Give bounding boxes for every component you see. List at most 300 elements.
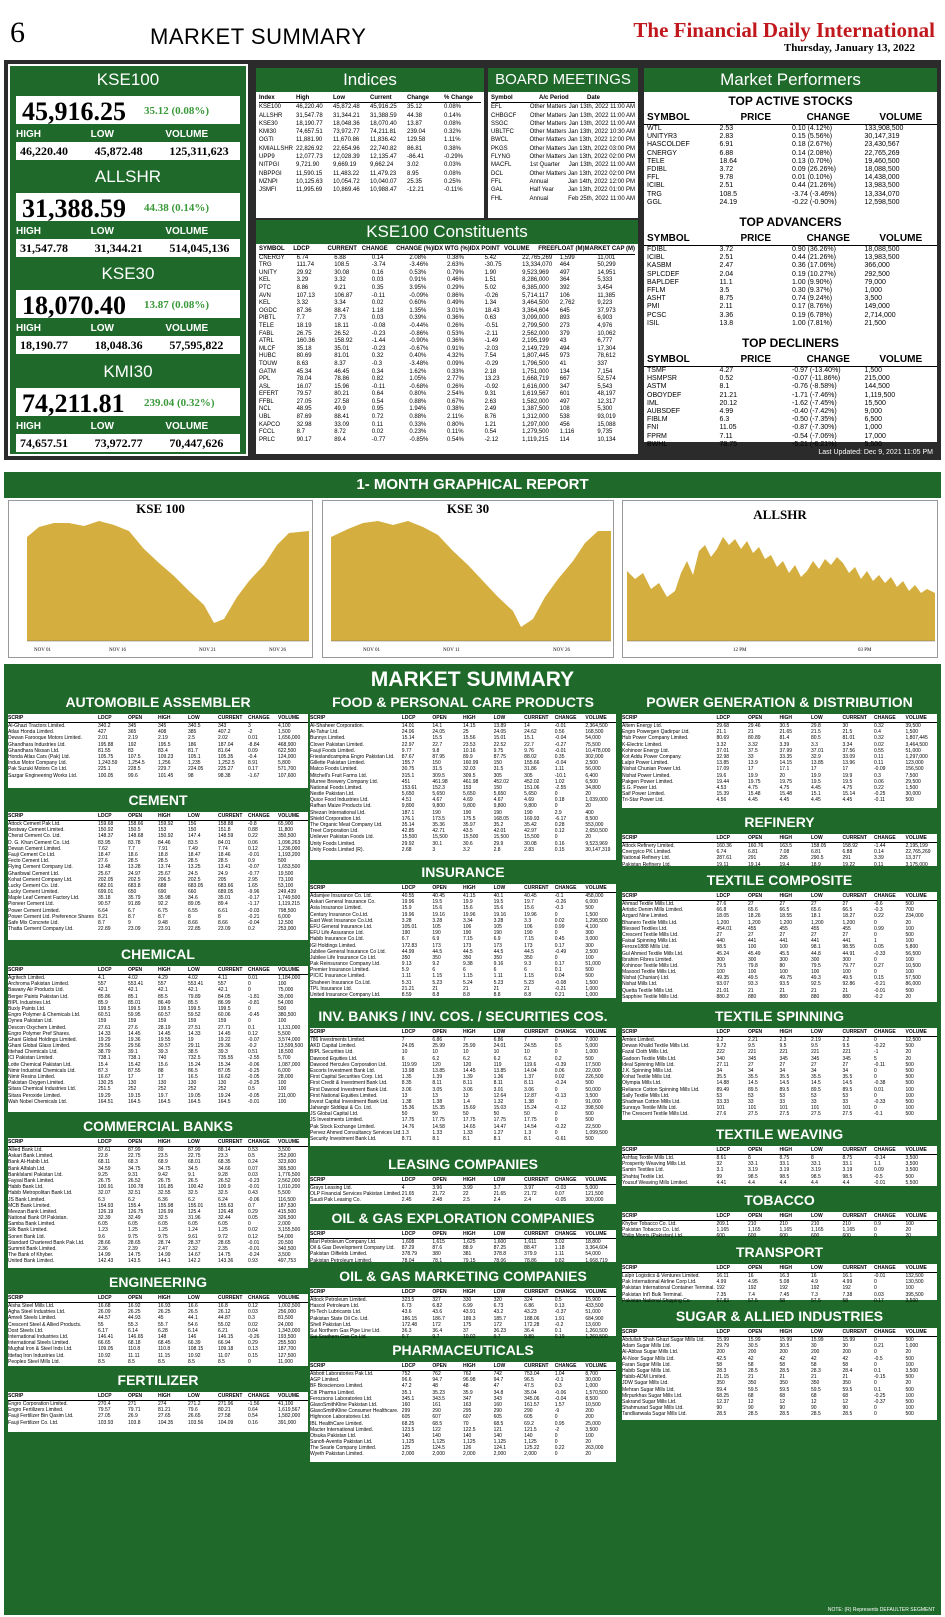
table-cell: Thatta Cement Company Ltd. — [8, 926, 74, 933]
table-cell: 0.86% — [446, 292, 464, 299]
table-cell: 29.9 — [493, 840, 504, 847]
table-cell: -0.01 — [554, 723, 567, 729]
table-cell: 880 — [842, 993, 851, 1000]
table-cell: 30.1 — [432, 840, 443, 847]
column-header: SCRIP — [310, 1029, 326, 1035]
table-cell: 2,195,199 — [905, 843, 928, 849]
table-cell: 15.99 — [811, 1337, 824, 1343]
table-cell: 21 — [524, 985, 530, 992]
table-cell: 13.96 — [842, 760, 856, 767]
table-cell: 6.88 — [842, 849, 853, 856]
table-cell: 164.5 — [188, 1098, 201, 1105]
table-cell: 46.45 — [334, 368, 350, 375]
section-title: INV. BANKS / INV. COS. / SECURITIES COS. — [318, 1008, 608, 1024]
table-cell: 0.16 — [248, 1419, 258, 1426]
column-header: LOW — [188, 1139, 200, 1145]
table-cell: ASL — [259, 383, 271, 390]
table-cell: 173 — [462, 942, 472, 949]
column-header: LOW — [493, 1231, 506, 1237]
table-cell: -1.17 — [248, 901, 260, 908]
table-cell: 14.1 — [432, 723, 443, 729]
table-cell: 163.5 — [779, 843, 793, 849]
table-cell: 295 — [779, 855, 788, 862]
table-cell: 0 — [874, 956, 877, 963]
column-header: HIGH — [779, 1029, 792, 1035]
table-cell: 31.5 — [493, 766, 504, 773]
table-cell: 15.34 — [218, 1061, 231, 1068]
table-cell: 0.01 — [248, 735, 258, 742]
table-cell: Engro Corporation Limited. — [8, 1401, 68, 1407]
table-cell: PPL — [259, 376, 271, 383]
table-row — [259, 323, 635, 331]
table-cell: Ideal Spinning Mills Ltd. — [622, 1061, 675, 1068]
table-cell: 68.5 — [493, 1420, 504, 1427]
table-cell: 1.25 — [158, 1227, 168, 1234]
table-row — [259, 112, 481, 120]
table-cell: 40.1 — [493, 893, 504, 899]
table-cell: BAPLDEF — [647, 278, 679, 286]
table-cell: -0.07 (-11.86%) — [792, 375, 841, 383]
index-value-box — [16, 193, 240, 221]
table-cell: Jan 13th, 2022 02:00 PM — [567, 154, 635, 161]
table-cell: Reliance Cotton Spinning Mills Ltd. — [622, 1086, 700, 1093]
table-cell: 500 — [585, 1117, 594, 1124]
table-cell: 186.7 — [432, 1315, 445, 1322]
table-cell: 186.15 — [401, 1315, 418, 1322]
table-cell: Bank Alfalah Ltd. — [8, 1165, 46, 1172]
table-cell: 10,500 — [585, 1401, 601, 1408]
table-cell: 252 — [218, 1086, 227, 1093]
table-cell: AVN — [259, 292, 271, 299]
table-cell: 44.38 — [407, 112, 423, 119]
table-cell: 18.1 — [811, 913, 821, 920]
table-cell: -0.04 — [554, 760, 567, 767]
table-cell: 98.5 — [779, 1173, 790, 1180]
column-header: HIGH — [462, 715, 476, 721]
table-cell: 557 — [98, 981, 107, 988]
column-header: CURRENT — [524, 1177, 549, 1183]
label-high: HIGH — [16, 226, 41, 237]
table-cell: Jan 13th, 2022 02:00 PM — [567, 170, 635, 177]
table-cell: 0.33% — [409, 421, 427, 428]
table-cell: ICI Pakistan Limited. — [8, 1055, 54, 1062]
table-cell: 7.54 — [484, 353, 497, 360]
table-cell: 66.39 — [188, 1340, 201, 1347]
table-cell: 79.57 — [98, 1407, 111, 1414]
table-cell: 2,000 — [493, 1451, 507, 1458]
table-cell: 2.08% — [409, 254, 427, 261]
table-cell: 33 — [748, 1098, 754, 1105]
column-header: CURRENT — [327, 246, 357, 252]
table-cell: 81.21 — [158, 1407, 171, 1414]
table-cell: 343.5 — [432, 1395, 445, 1402]
table-cell: 0 — [874, 969, 877, 976]
table-cell: 350,500 — [278, 833, 297, 840]
table-cell: 2.5 — [462, 1197, 470, 1204]
table-cell: 0.54 — [371, 398, 384, 405]
table-cell: -0.07 — [248, 864, 260, 871]
table-cell: MACFL — [491, 162, 512, 169]
table-cell: 1,000 — [864, 424, 883, 432]
table-cell: 2,762 — [559, 300, 575, 307]
table-cell: 1.3 — [401, 1129, 409, 1136]
table-cell: 107.13 — [296, 292, 315, 299]
column-header: HIGH — [158, 1139, 171, 1145]
table-cell: 2,000 — [278, 1221, 291, 1228]
table-cell: 30 — [842, 723, 849, 729]
table-cell: 3.34 — [462, 917, 473, 924]
table-cell: 89.5 — [811, 1086, 821, 1093]
table-cell: Unilever Pakistan Foods Ltd. — [310, 834, 374, 841]
table-cell: 42.1 — [98, 987, 108, 994]
table-cell: Tandlianwala Sugar Mills Ltd. — [622, 1411, 687, 1418]
table-cell: 798,500 — [278, 907, 297, 914]
table-cell: 21.65 — [401, 1191, 415, 1198]
table-cell: 68.18 — [128, 1340, 141, 1347]
table-cell: 786 Investments Limited. — [310, 1037, 366, 1043]
table-row — [491, 128, 635, 136]
table-cell: 15.42 — [128, 1061, 141, 1068]
table-cell: 164.5 — [218, 1098, 231, 1105]
column-header: LOW — [811, 893, 823, 899]
column-header: CHANGE (%) — [396, 246, 434, 252]
table-cell: 18,500 — [278, 1049, 294, 1056]
table-cell: -0.01 — [874, 987, 886, 994]
table-cell: 8.66 — [218, 920, 228, 926]
table-cell: 0 — [554, 803, 558, 810]
table-cell: 1,243.59 — [98, 760, 118, 767]
table-cell: 87.29 — [401, 1245, 415, 1252]
table-cell: 22.8 — [98, 1153, 108, 1160]
table-cell: 20 — [585, 1451, 591, 1458]
table-cell: FDIBL — [647, 246, 667, 254]
column-header: SCRIP — [310, 1289, 326, 1295]
table-cell: 28.65 — [218, 1239, 231, 1246]
table-header — [310, 1288, 616, 1297]
column-header: LDCP — [98, 967, 112, 973]
table-cell: 0.1 — [248, 1024, 255, 1031]
table-cell: The Searle Company Limited. — [310, 1445, 377, 1452]
table-cell: 116,500 — [278, 1196, 296, 1203]
table-cell: TELE — [647, 157, 665, 165]
table-cell: 2,000 — [401, 1451, 415, 1458]
table-cell: 7.38 — [842, 1291, 853, 1298]
table-cell: 0.14% — [444, 112, 462, 119]
table-cell: 124.1 — [493, 1445, 507, 1452]
table-cell: 0.88% — [409, 414, 427, 421]
table-cell: 6.05 — [158, 1221, 168, 1228]
table-cell: 24.05 — [401, 1043, 415, 1050]
table-cell: 395,500 — [905, 1291, 924, 1298]
table-cell: 88.41 — [334, 414, 350, 421]
table-cell: 500 — [905, 1398, 914, 1405]
table-cell: -0.23 — [248, 1177, 260, 1184]
table-cell: 159 — [128, 1018, 137, 1025]
table-cell: 33.1 — [811, 1161, 821, 1168]
table-cell: 34.66 — [218, 1165, 231, 1172]
table-cell: 44.93 — [128, 1315, 141, 1322]
column-header: HIGH — [462, 885, 476, 891]
table-cell: 50 — [432, 1111, 438, 1118]
table-cell: 3,454 — [597, 284, 613, 291]
table-cell: 148.59 — [218, 833, 234, 840]
table-cell: SSGC — [491, 120, 509, 127]
column-header: OPEN — [432, 1289, 447, 1295]
table-cell: Quetta Textile Mills Ltd. — [622, 987, 674, 994]
table-cell: 0.53% — [409, 269, 427, 276]
table-cell: Aisha Steel Mills Ltd. — [8, 1303, 55, 1309]
table-cell: 0.16 — [371, 269, 384, 276]
table-cell: 3,500 — [585, 1092, 598, 1099]
table-cell: 0.01 — [248, 975, 258, 981]
table-cell: 0.12 — [248, 1233, 258, 1240]
table-cell: 17.75 — [493, 1117, 507, 1124]
table-cell: Mirpurkhas Sugar Mills Ltd. — [622, 1392, 683, 1399]
table-cell: Ghani Global Holdings Limited. — [8, 1036, 77, 1043]
table-cell: 73,100 — [278, 876, 294, 883]
table-cell: 0.01 — [874, 1086, 884, 1093]
table-cell: 500 — [905, 1337, 914, 1343]
table-cell: 9,000 — [864, 408, 883, 416]
table-cell: 8.75 — [719, 295, 734, 303]
column-header: LDCP — [716, 1029, 731, 1035]
table-cell: 14,438,000 — [864, 174, 900, 182]
table-cell: 1,608 — [401, 1239, 415, 1245]
table-header — [310, 1362, 616, 1371]
table-cell: 380 — [432, 1251, 441, 1258]
table-cell: 34.6 — [188, 895, 198, 902]
table-cell: 101.85 — [158, 1184, 174, 1191]
table-cell: Kohat Textile Mills Ltd. — [622, 1074, 672, 1081]
table-cell: 122.5 — [462, 1426, 476, 1433]
table-cell: -1.44 — [371, 338, 386, 345]
table-cell: -1.62 (-7.45%) — [792, 399, 837, 407]
table-cell: Shield Corporation Ltd. — [310, 815, 362, 822]
table-cell: 49.9 — [334, 406, 346, 413]
table-cell: 0.5 — [554, 1043, 562, 1050]
column-header: LOW — [811, 1265, 823, 1271]
table-cell: Habib Sugar Mills Ltd. — [622, 1367, 671, 1374]
table-cell: 350 — [493, 954, 502, 961]
table-cell: Asia Insurance Limited. — [310, 905, 362, 912]
table-cell: 106 — [524, 923, 533, 930]
column-header: LOW — [811, 1029, 823, 1035]
performer-row — [644, 303, 937, 311]
table-cell: 22,826.92 — [296, 145, 323, 152]
table-cell: 13.28 — [128, 864, 141, 871]
table-cell: 74,211.81 — [370, 129, 397, 136]
table-cell: 15.9 — [401, 905, 412, 912]
table-cell: 9.48 — [158, 920, 168, 926]
column-header: OPEN — [748, 1265, 763, 1271]
table-row — [622, 1111, 937, 1117]
table-cell: 226,500 — [585, 1074, 604, 1081]
column-header: CHANGE — [874, 1265, 896, 1271]
table-cell: -0.77 — [248, 870, 260, 877]
table-cell: 161 — [432, 1401, 441, 1408]
table-cell: 3.95% — [409, 284, 427, 291]
table-cell: 59.5 — [811, 1386, 821, 1393]
table-cell: -0.25 — [874, 1392, 886, 1399]
table-cell: 340,500 — [278, 1246, 297, 1252]
table-cell: Fauji Fertilizer Bin Qasim Ltd. — [8, 1413, 74, 1420]
label-low: LOW — [90, 323, 114, 334]
table-cell: Sanofi-Aventis Pakistan Ltd. — [310, 1439, 373, 1446]
table-cell: 6,777 — [597, 338, 613, 345]
table-cell: 30.75 — [401, 766, 415, 773]
table-cell: FHL — [491, 195, 503, 202]
table-cell: 0.53 — [248, 1147, 258, 1153]
table-cell: -0.33 — [874, 1098, 886, 1105]
table-cell: 2,364,500 — [585, 723, 608, 729]
table-cell: Macter International Limited. — [310, 1426, 374, 1433]
column-header: SCRIP — [310, 1363, 326, 1369]
table-cell: 249,439 — [278, 889, 297, 896]
table-cell: 28.5 — [779, 1411, 790, 1418]
table-cell: 5,650 — [462, 791, 476, 798]
table-cell: 15.24 — [188, 1061, 201, 1068]
table-cell: 164.5 — [158, 1098, 171, 1105]
table-cell: 15,500 — [432, 834, 448, 841]
table-cell: 3,464,500 — [522, 300, 549, 307]
table-cell: 58 — [842, 1361, 849, 1368]
table-cell: 290 — [432, 1408, 441, 1415]
table-cell: 35.2 — [493, 822, 504, 828]
table-cell: 287.61 — [716, 855, 732, 862]
table-cell: Treet Corporation Ltd. — [310, 828, 359, 835]
table-cell: 47 — [493, 1383, 500, 1390]
table-cell: 42.1 — [188, 987, 198, 994]
table-row — [259, 422, 635, 430]
table-cell: 0.63 — [484, 315, 497, 322]
table-cell: 12,317 — [597, 398, 616, 405]
table-cell: 19.05 — [188, 1092, 201, 1099]
performer-row — [644, 367, 937, 375]
column-header: OPEN — [432, 1231, 447, 1237]
table-cell: 456 — [559, 421, 570, 428]
performer-row — [644, 246, 937, 254]
column-header: CHANGE — [874, 893, 896, 899]
table-row — [259, 315, 635, 323]
table-row — [491, 145, 635, 153]
table-cell: 8.86 — [296, 284, 309, 291]
table-cell: 3.29 — [296, 277, 309, 284]
table-cell: PKGS — [491, 145, 508, 152]
table-cell: MZNPI — [259, 178, 278, 185]
table-cell: 8.8 — [432, 992, 440, 998]
table-cell: 1,200 — [779, 919, 793, 926]
column-header: CHANGE — [248, 967, 270, 973]
table-cell: 500 — [905, 931, 914, 938]
table-cell: 1,200 — [811, 919, 824, 926]
table-cell: Safe Mix Concrete Ltd. — [8, 920, 59, 926]
table-cell: 0.99 — [874, 925, 884, 932]
table-row — [622, 1298, 937, 1304]
table-cell: 9.8 — [432, 747, 440, 754]
table-cell: 345.06 — [524, 1395, 540, 1402]
table-cell: 12 — [811, 1398, 817, 1405]
table-cell: 9.5 — [811, 1043, 818, 1050]
table-cell: 12,598,500 — [864, 198, 900, 206]
table-cell: 160 — [401, 1401, 411, 1408]
table-cell: 1,599 — [559, 254, 575, 261]
table-cell: 34.59 — [98, 1165, 111, 1172]
table-cell: 15,088 — [597, 421, 616, 428]
table-cell: 9,800 — [432, 803, 445, 810]
table-cell: Other Matters — [529, 145, 567, 152]
table-cell: 1.11 — [554, 766, 565, 773]
performer-row — [644, 271, 937, 279]
column-header: OPEN — [748, 835, 763, 841]
table-cell: 19.96 — [524, 911, 537, 918]
table-cell: Wah Nobel Chemicals Ltd. — [8, 1098, 68, 1105]
table-cell: Security Investment Bank Ltd. — [310, 1136, 377, 1142]
table-cell: 100.42 — [188, 1184, 204, 1191]
table-cell: 6,400 — [585, 772, 598, 779]
table-cell: 0.03 — [371, 315, 384, 322]
column-header: SCRIP — [622, 835, 638, 841]
table-cell: 340.5 — [188, 723, 201, 729]
table-cell: 1,236,000 — [278, 845, 301, 852]
table-cell: 0.1 — [874, 1367, 881, 1374]
table-cell: 43.6 — [401, 1309, 412, 1316]
table-cell: 381 — [462, 1251, 472, 1258]
table-cell: 365,500 — [278, 1165, 297, 1172]
table-cell: 0.54 — [248, 1413, 258, 1420]
table-cell: 15,500 — [401, 834, 418, 841]
column-header: OPEN — [748, 1029, 763, 1035]
table-cell: East West Insurance Co.Ltd. — [310, 917, 374, 924]
table-cell: 13.89 — [493, 723, 507, 729]
performer-row — [644, 125, 937, 133]
column-header: CURRENT — [524, 885, 549, 891]
table-cell: 6,385,000 — [522, 284, 549, 291]
table-cell: 81.55 — [98, 747, 111, 754]
table-cell: 8.35 — [401, 1080, 412, 1087]
table-cell: 13,599,500 — [278, 1043, 304, 1050]
table-cell: FFLM — [647, 287, 666, 295]
table-cell: 4.45 — [748, 797, 758, 804]
table-cell: NITPGI — [259, 162, 280, 169]
table-cell: 30.57 — [158, 1043, 171, 1050]
table-cell: 6.3 — [98, 1196, 105, 1203]
table-cell: 9.28 — [218, 1171, 228, 1178]
column-header: LDCP — [293, 246, 310, 252]
column-header: CURRENT — [218, 715, 243, 721]
table-cell: 5,700 — [278, 1055, 291, 1062]
table-cell: 3.3 — [524, 917, 532, 924]
table-cell: TOUW — [259, 360, 278, 367]
table-cell: 49.5 — [748, 975, 758, 982]
kse100-tick: NOV 21 — [199, 648, 216, 653]
table-cell: 20.12 — [719, 399, 738, 407]
table-cell: 742 — [493, 1371, 502, 1377]
table-cell: 37,973 — [597, 307, 616, 314]
table-cell: 123,000 — [905, 760, 924, 767]
table-cell: 0.18 — [554, 797, 565, 804]
table-cell: KSE100 — [259, 104, 282, 111]
table-cell: Hub Power Company Limited. — [622, 735, 689, 742]
table-cell: 23.5 — [158, 1153, 168, 1160]
table-cell: 0 — [248, 1358, 251, 1365]
table-cell: 1,656,000 — [278, 735, 301, 742]
top-decliners-title: TOP DECLINERS — [644, 334, 937, 352]
table-cell: 190 — [432, 930, 441, 937]
table-row — [310, 1258, 616, 1264]
table-cell: 9,800 — [493, 803, 507, 810]
table-cell: 19.75 — [748, 778, 761, 785]
kse100-tick: NOV 01 — [34, 648, 51, 653]
